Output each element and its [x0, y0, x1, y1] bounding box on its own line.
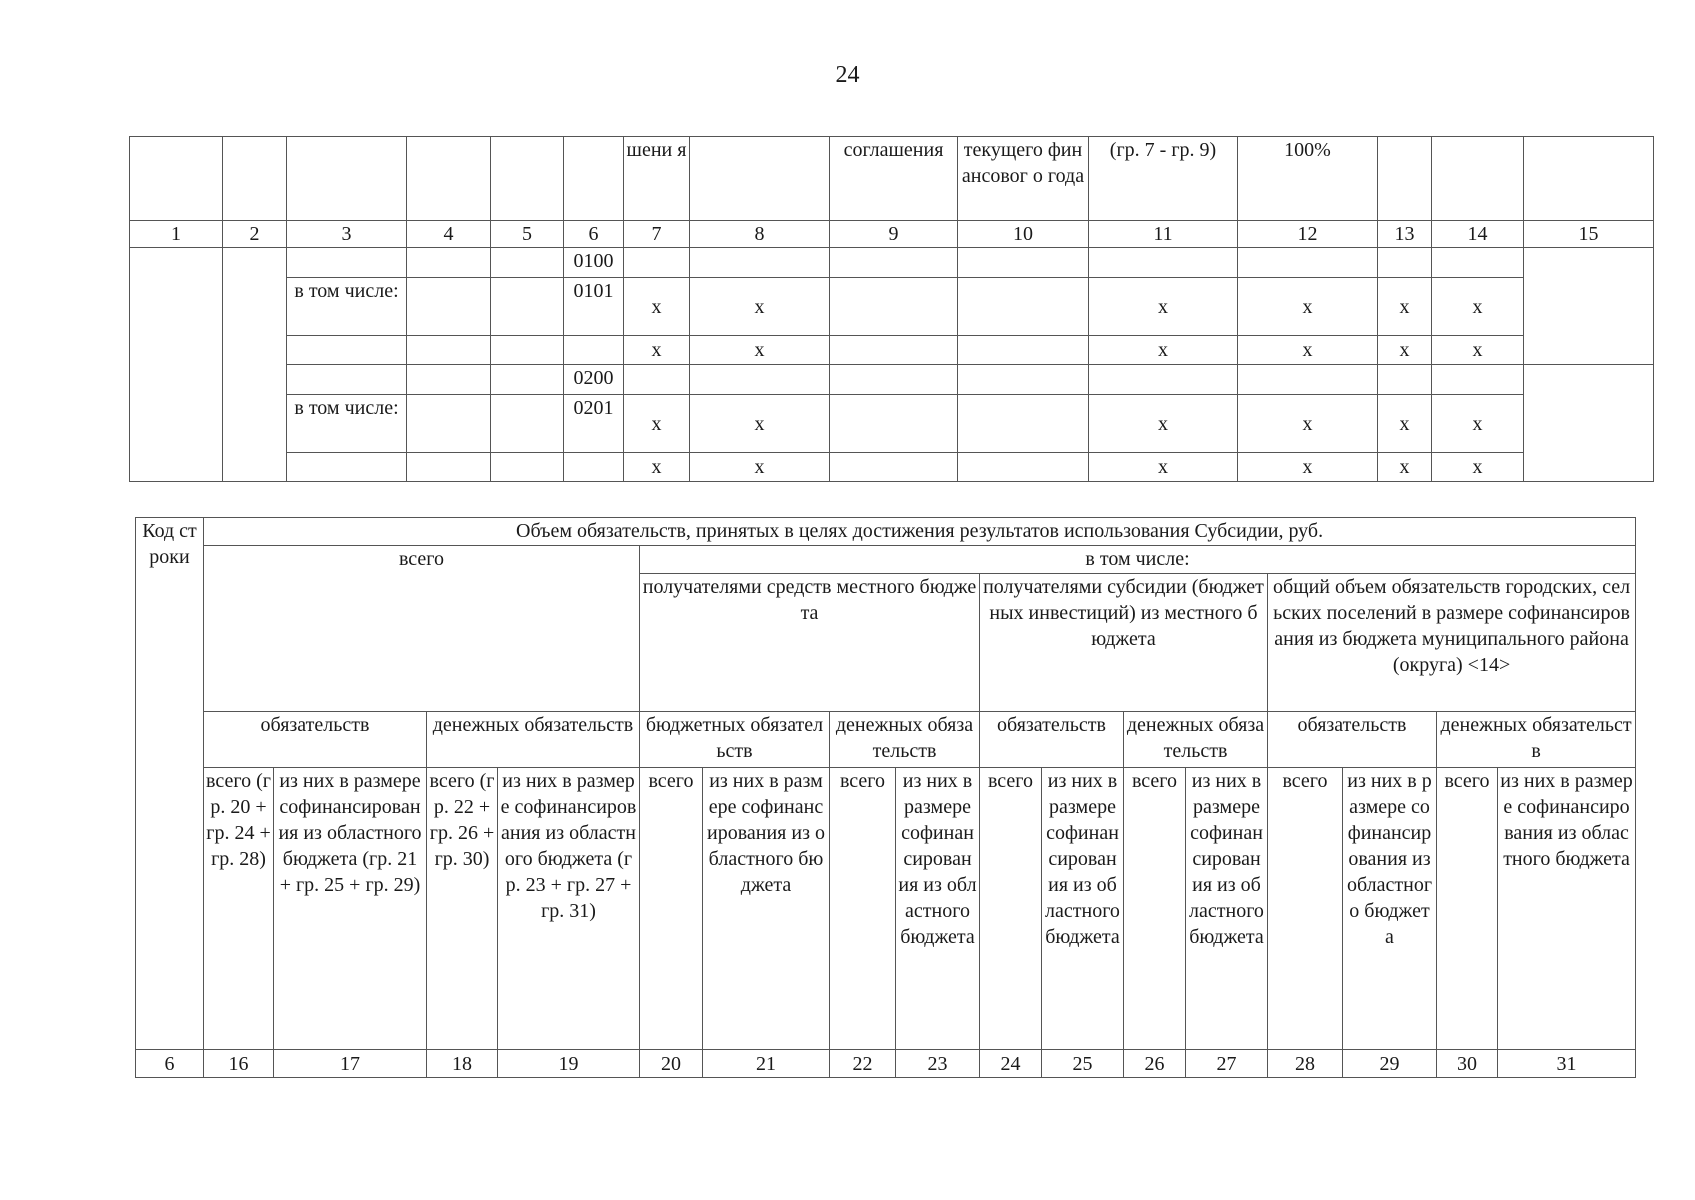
- main-header: Объем обязательств, принятых в целях достижения результатов использования Субсидии, руб.: [204, 518, 1636, 546]
- sub-money-obligations: денежных обязательств: [1124, 712, 1268, 768]
- mark-cell: [624, 248, 690, 278]
- col-total-header: всего: [1437, 768, 1498, 1050]
- mark-cell: x: [1432, 336, 1524, 365]
- column-number: 9: [830, 221, 958, 248]
- column-number: 27: [1186, 1050, 1268, 1078]
- column-number: 18: [427, 1050, 498, 1078]
- column-number: 10: [958, 221, 1089, 248]
- header-fragment-cell: соглашения: [830, 137, 958, 221]
- column-number: 13: [1378, 221, 1432, 248]
- col-18-header: всего (гр. 22 + гр. 26 + гр. 30): [427, 768, 498, 1050]
- table-cell: [491, 453, 564, 482]
- mark-cell: x: [1238, 336, 1378, 365]
- header-fragment-cell: 100%: [1238, 137, 1378, 221]
- mark-cell: [958, 248, 1089, 278]
- table-cell: [407, 248, 491, 278]
- mark-cell: [958, 453, 1089, 482]
- column-number: 5: [491, 221, 564, 248]
- mark-cell: [624, 365, 690, 395]
- column-number: 6: [564, 221, 624, 248]
- group-local-recipients: получателями средств местного бюджета: [640, 574, 980, 712]
- table-cell: [491, 248, 564, 278]
- sub-obligations: обязательств: [204, 712, 427, 768]
- mark-cell: x: [690, 395, 830, 453]
- column-number-row: [136, 1050, 1636, 1078]
- mark-cell: [830, 453, 958, 482]
- col-16-header: всего (гр. 20 + гр. 24 + гр. 28): [204, 768, 274, 1050]
- table-row: [130, 365, 1654, 395]
- row-label: в том числе:: [287, 278, 407, 336]
- row-label: [287, 248, 407, 278]
- column-number: 20: [640, 1050, 703, 1078]
- table-cell: [407, 278, 491, 336]
- column-number-row: [130, 221, 1654, 248]
- column-number: 4: [407, 221, 491, 248]
- column-number: 7: [624, 221, 690, 248]
- mark-cell: x: [1238, 278, 1378, 336]
- column-number: 11: [1089, 221, 1238, 248]
- mark-cell: [1432, 365, 1524, 395]
- column-number: 6: [136, 1050, 204, 1078]
- mark-cell: x: [624, 336, 690, 365]
- table-cell: [130, 248, 223, 482]
- column-number: 21: [703, 1050, 830, 1078]
- column-number: 16: [204, 1050, 274, 1078]
- column-number: 26: [1124, 1050, 1186, 1078]
- column-number: 25: [1042, 1050, 1124, 1078]
- mark-cell: x: [1089, 336, 1238, 365]
- table-cell: [407, 453, 491, 482]
- mark-cell: [958, 336, 1089, 365]
- mark-cell: x: [1432, 395, 1524, 453]
- column-number: 3: [287, 221, 407, 248]
- mark-cell: x: [690, 453, 830, 482]
- table-cell: [223, 248, 287, 482]
- mark-cell: [830, 365, 958, 395]
- header-fragment-cell: [1432, 137, 1524, 221]
- row-code: 0201: [564, 395, 624, 453]
- mark-cell: x: [624, 395, 690, 453]
- including-header: в том числе:: [640, 546, 1636, 574]
- header-fragment-cell: [1524, 137, 1654, 221]
- row-label: в том числе:: [287, 395, 407, 453]
- mark-cell: x: [1378, 336, 1432, 365]
- header-fragment-cell: [130, 137, 223, 221]
- table-cell: [1524, 248, 1654, 365]
- group-subsidy-recipients: получателями субсидии (бюджетных инвестиций) из местного бюджета: [980, 574, 1268, 712]
- header-fragment-cell: шени я: [624, 137, 690, 221]
- column-number: 17: [274, 1050, 427, 1078]
- col-cofinancing-header: из них в размере софинансирования из областного бюджета: [703, 768, 830, 1050]
- column-number: 2: [223, 221, 287, 248]
- column-number: 24: [980, 1050, 1042, 1078]
- mark-cell: [690, 365, 830, 395]
- row-code: [564, 453, 624, 482]
- table-cell: [491, 395, 564, 453]
- column-number: 29: [1343, 1050, 1437, 1078]
- table-cell: [491, 365, 564, 395]
- column-number: 23: [896, 1050, 980, 1078]
- row-label: [287, 336, 407, 365]
- mark-cell: [1089, 365, 1238, 395]
- mark-cell: x: [1432, 278, 1524, 336]
- mark-cell: x: [690, 336, 830, 365]
- sub-obligations: обязательств: [1268, 712, 1437, 768]
- mark-cell: x: [1378, 278, 1432, 336]
- mark-cell: x: [624, 453, 690, 482]
- table-cell: [407, 336, 491, 365]
- mark-cell: [958, 395, 1089, 453]
- column-number: 19: [498, 1050, 640, 1078]
- table-cell: [491, 336, 564, 365]
- mark-cell: [690, 248, 830, 278]
- header-fragment-cell: [223, 137, 287, 221]
- column-number: 28: [1268, 1050, 1343, 1078]
- table-row: [130, 248, 1654, 278]
- mark-cell: [1089, 248, 1238, 278]
- mark-cell: [958, 365, 1089, 395]
- col-cofinancing-header: из них в размере софинансирования из областного бюджета: [1186, 768, 1268, 1050]
- mark-cell: x: [1432, 453, 1524, 482]
- obligations-table: [135, 517, 1636, 1078]
- mark-cell: x: [1378, 395, 1432, 453]
- mark-cell: x: [1378, 453, 1432, 482]
- mark-cell: [1432, 248, 1524, 278]
- header-fragment-cell: [407, 137, 491, 221]
- table-cell: [491, 278, 564, 336]
- col-total-header: всего: [640, 768, 703, 1050]
- table-cell: [1524, 365, 1654, 482]
- mark-cell: [1378, 248, 1432, 278]
- row-label: [287, 453, 407, 482]
- header-fragment-cell: (гр. 7 - гр. 9): [1089, 137, 1238, 221]
- group-settlements: общий объем обязательств городских, сельских поселений в размере софинансирования из бюджета муниципального района (округа) <14>: [1268, 574, 1636, 712]
- col-cofinancing-header: из них в размере софинансирования из областного бюджета: [896, 768, 980, 1050]
- col-total-header: всего: [1268, 768, 1343, 1050]
- mark-cell: x: [1089, 453, 1238, 482]
- table-row: [130, 453, 1654, 482]
- table-row: [130, 278, 1654, 336]
- continuation-table: [129, 136, 1654, 482]
- column-number: 30: [1437, 1050, 1498, 1078]
- header-fragment-cell: [1378, 137, 1432, 221]
- table-cell: [407, 395, 491, 453]
- column-number: 15: [1524, 221, 1654, 248]
- row-label: [287, 365, 407, 395]
- table-row: [130, 336, 1654, 365]
- col-total-header: всего: [1124, 768, 1186, 1050]
- mark-cell: [830, 278, 958, 336]
- mark-cell: [1378, 365, 1432, 395]
- row-code: 0101: [564, 278, 624, 336]
- row-code: [564, 336, 624, 365]
- sub-money-obligations: денежных обязательств: [830, 712, 980, 768]
- col-cofinancing-header: из них в размере софинансирования из областного бюджета: [1343, 768, 1437, 1050]
- header-fragment-cell: [690, 137, 830, 221]
- column-number: 22: [830, 1050, 896, 1078]
- mark-cell: x: [690, 278, 830, 336]
- mark-cell: [830, 248, 958, 278]
- sub-money-obligations: денежных обязательств: [427, 712, 640, 768]
- column-number: 1: [130, 221, 223, 248]
- mark-cell: [830, 395, 958, 453]
- col-cofinancing-header: из них в размере софинансирования из областного бюджета: [1042, 768, 1124, 1050]
- table-row: [130, 395, 1654, 453]
- mark-cell: x: [1089, 278, 1238, 336]
- header-fragment-cell: [491, 137, 564, 221]
- col-19-header: из них в размере софинансирования из областного бюджета (гр. 23 + гр. 27 + гр. 31): [498, 768, 640, 1050]
- col-total-header: всего: [980, 768, 1042, 1050]
- mark-cell: [830, 336, 958, 365]
- page-number: 24: [835, 62, 860, 88]
- column-number: 8: [690, 221, 830, 248]
- mark-cell: x: [1238, 395, 1378, 453]
- mark-cell: x: [624, 278, 690, 336]
- column-number: 14: [1432, 221, 1524, 248]
- mark-cell: [1238, 365, 1378, 395]
- column-number: 31: [1498, 1050, 1636, 1078]
- mark-cell: [1238, 248, 1378, 278]
- sub-obligations: обязательств: [980, 712, 1124, 768]
- sub-budget-obligations: бюджетных обязательств: [640, 712, 830, 768]
- col-17-header: из них в размере софинансирования из областного бюджета (гр. 21 + гр. 25 + гр. 29): [274, 768, 427, 1050]
- total-header: всего: [204, 546, 640, 712]
- row-code: 0200: [564, 365, 624, 395]
- header-fragment-cell: [287, 137, 407, 221]
- header-fragment-row: [130, 137, 1654, 221]
- col-cofinancing-header: из них в размере софинансирования из областного бюджета: [1498, 768, 1636, 1050]
- mark-cell: [958, 278, 1089, 336]
- mark-cell: x: [1089, 395, 1238, 453]
- column-number: 12: [1238, 221, 1378, 248]
- sub-money-obligations: денежных обязательств: [1437, 712, 1636, 768]
- table-cell: [407, 365, 491, 395]
- header-fragment-cell: [564, 137, 624, 221]
- row-code-header: Код строки: [136, 518, 204, 1050]
- row-code: 0100: [564, 248, 624, 278]
- mark-cell: x: [1238, 453, 1378, 482]
- col-total-header: всего: [830, 768, 896, 1050]
- header-fragment-cell: текущего финансовог о года: [958, 137, 1089, 221]
